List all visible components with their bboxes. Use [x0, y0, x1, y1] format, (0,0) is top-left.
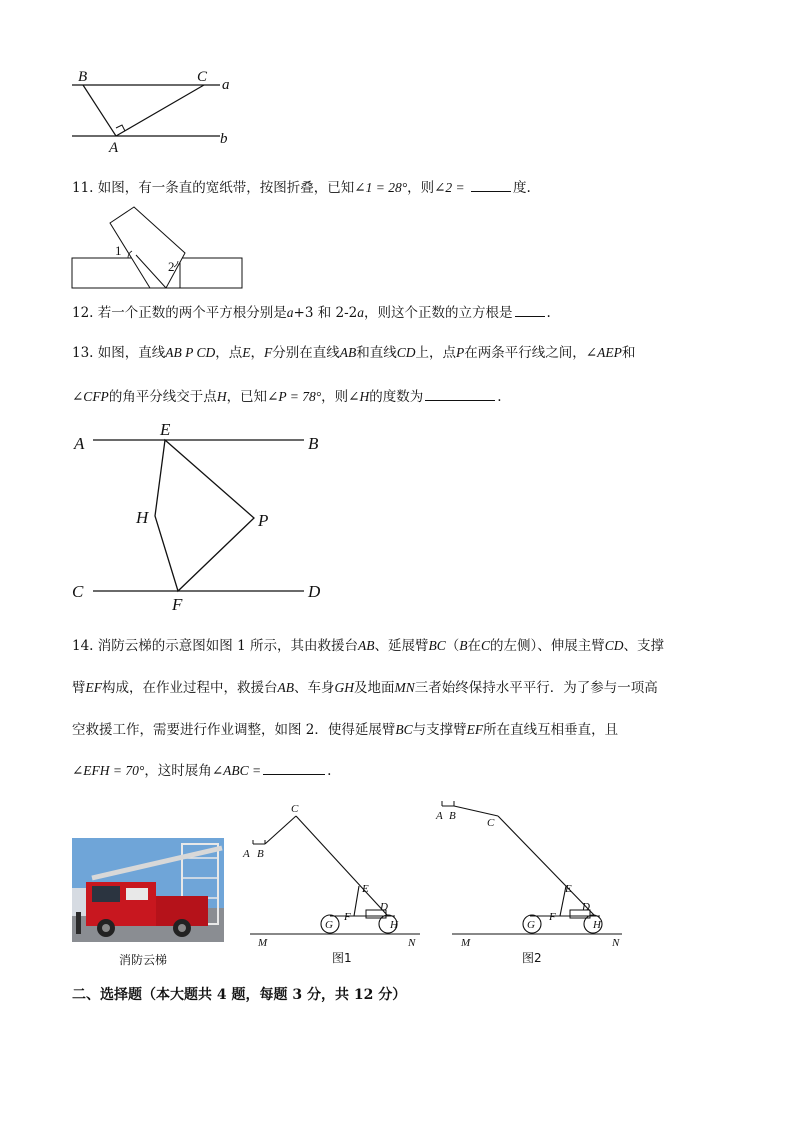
question-14-line4: ∠EFH = 70°，这时展角∠ABC = . [72, 760, 732, 781]
fig2-label-H: H [593, 919, 601, 931]
fig2-label-E: E [565, 883, 572, 895]
figure-1-diagram [240, 800, 430, 950]
label-b: b [220, 131, 228, 147]
fig1-label-H: H [390, 919, 398, 931]
question-14-line3: 空救援工作，需要进行作业调整，如图 2．使得延展臂BC与支撑臂EF所在直线互相垂直，且 [72, 722, 619, 738]
figure-2-diagram [430, 795, 630, 950]
question-14-line1: 14. 消防云梯的示意图如图 1 所示，其由救援台AB、延展臂BC（B在C的左侧）、伸展主臂CD、支撑 [72, 638, 664, 654]
fig1-label-M: M [258, 937, 268, 949]
label-E: E [160, 420, 171, 439]
question-14-line2: 臂EF构成，在作业过程中，救援台AB、车身GH及地面MN三者始终保持水平平行．为了参与一项高 [72, 680, 658, 696]
fig1-label-E: E [362, 883, 369, 895]
label-C: C [197, 69, 208, 85]
label-H: H [136, 508, 149, 527]
fig2-label-M: M [461, 937, 471, 949]
caption-photo: 消防云梯 [119, 953, 168, 967]
label-A: A [109, 140, 119, 156]
fig1-label-C: C [291, 803, 299, 815]
fig1-label-N: N [408, 937, 416, 949]
fig2-label-D: D [582, 901, 590, 913]
answer-blank[interactable] [263, 760, 325, 775]
fig2-label-F: F [549, 911, 556, 923]
fig1-label-F: F [344, 911, 351, 923]
fig2-label-A: A [436, 810, 443, 822]
section-heading: 二、选择题（本大题共 4 题，每题 3 分，共 12 分） [72, 987, 407, 1003]
fire-ladder-photo [72, 838, 224, 942]
fig1-label-G: G [325, 919, 333, 931]
angle-1-label: 1 [115, 243, 122, 258]
question-13-line2: ∠CFP的角平分线交于点H，已知∠P = 78°，则∠H的度数为 . [72, 386, 732, 407]
label-B: B [308, 434, 319, 453]
answer-blank[interactable] [515, 302, 545, 317]
parallel-quadrilateral-figure [66, 418, 336, 618]
question-13-line1: 13. 如图，直线AB P CD，点E，F分别在直线AB和直线CD上，点P在两条平行线之间，∠AEP和 [72, 345, 636, 361]
angle-2-label: 2 [168, 259, 175, 274]
label-B: B [78, 69, 88, 85]
label-C: C [72, 582, 84, 601]
question-11: 11. 如图，有一条直的宽纸带，按图折叠，已知∠1 = 28°，则∠2 = 度. [72, 177, 732, 198]
answer-blank[interactable] [425, 386, 495, 401]
fig2-label-G: G [527, 919, 535, 931]
fig2-label-C: C [487, 817, 495, 829]
label-D: D [308, 582, 321, 601]
question-12: 12. 若一个正数的两个平方根分别是a+3 和 2-2a，则这个正数的立方根是 . [72, 302, 732, 323]
fig2-label-N: N [612, 937, 620, 949]
label-P: P [258, 511, 269, 530]
fig2-label-B: B [449, 810, 456, 822]
answer-blank[interactable] [471, 177, 511, 192]
fig1-label-D: D [380, 901, 388, 913]
caption-figure-2: 图2 [522, 951, 542, 965]
label-A: A [74, 434, 85, 453]
caption-figure-1: 图1 [332, 951, 352, 965]
parallel-lines-figure [60, 64, 250, 156]
label-F: F [172, 595, 183, 614]
folded-strip-figure [70, 205, 246, 291]
fig1-label-B: B [257, 848, 264, 860]
fig1-label-A: A [243, 848, 250, 860]
label-a: a [222, 77, 230, 93]
